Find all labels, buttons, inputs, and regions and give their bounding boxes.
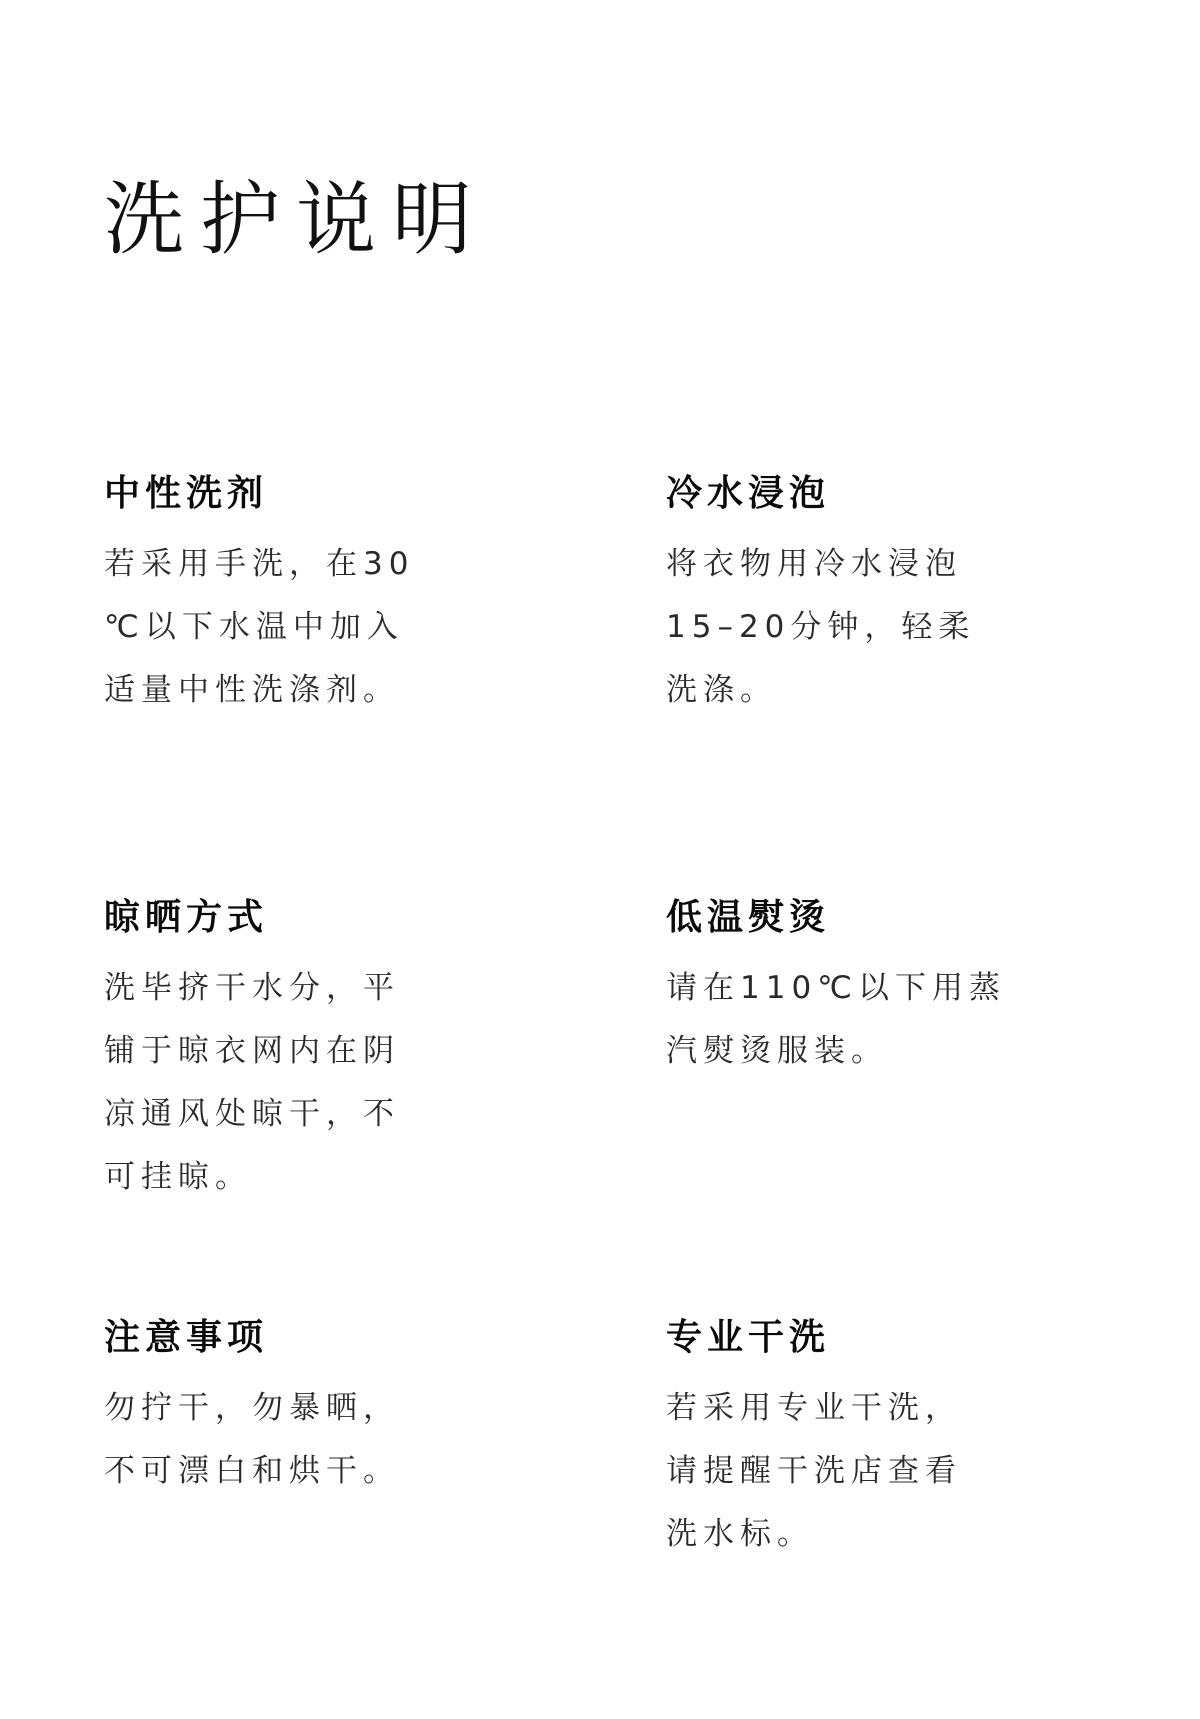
section-text-line: 汽熨烫服装。: [666, 1033, 888, 1069]
section-heading: 专业干洗: [666, 1317, 831, 1358]
section-drying-method: [104, 894, 524, 1209]
page-title: 洗护说明: [104, 173, 488, 266]
section-text-line: 请提醒干洗店查看: [666, 1453, 962, 1489]
section-precautions: [104, 1314, 524, 1503]
section-text-line: 请在110℃以下用蒸: [666, 970, 1006, 1006]
section-text-line: 勿拧干，勿暴晒，: [104, 1390, 400, 1426]
section-body: [666, 1377, 1086, 1566]
section-text-line: 将衣物用冷水浸泡: [666, 546, 962, 582]
section-text-line: 洗毕挤干水分，平: [104, 970, 400, 1006]
section-body: [104, 957, 524, 1209]
section-heading: 注意事项: [104, 1317, 269, 1358]
section-text-line: 铺于晾衣网内在阴: [104, 1033, 400, 1069]
section-text-line: 可挂晾。: [104, 1159, 252, 1195]
section-text-line: 若采用专业干洗，: [666, 1390, 962, 1426]
section-heading: 低温熨烫: [666, 897, 831, 938]
section-text-line: 洗涤。: [666, 672, 777, 708]
section-text-line: 适量中性洗涤剂。: [104, 672, 400, 708]
section-body: [666, 957, 1086, 1083]
section-heading: 中性洗剂: [104, 473, 269, 514]
section-body: [666, 533, 1086, 722]
section-heading: 晾晒方式: [104, 897, 269, 938]
section-text-line: 15–20分钟，轻柔: [666, 609, 976, 645]
section-body: [104, 533, 524, 722]
section-text-line: 不可漂白和烘干。: [104, 1453, 400, 1489]
section-text-line: 凉通风处晾干，不: [104, 1096, 400, 1132]
section-professional-dry-clean: [666, 1314, 1086, 1566]
section-heading: 冷水浸泡: [666, 473, 831, 514]
section-low-temp-ironing: [666, 894, 1086, 1083]
section-neutral-detergent: [104, 470, 524, 722]
section-text-line: 洗水标。: [666, 1516, 814, 1552]
section-text-line: ℃以下水温中加入: [104, 609, 404, 645]
section-body: [104, 1377, 524, 1503]
section-text-line: 若采用手洗，在30: [104, 546, 415, 582]
section-cold-soak: [666, 470, 1086, 722]
